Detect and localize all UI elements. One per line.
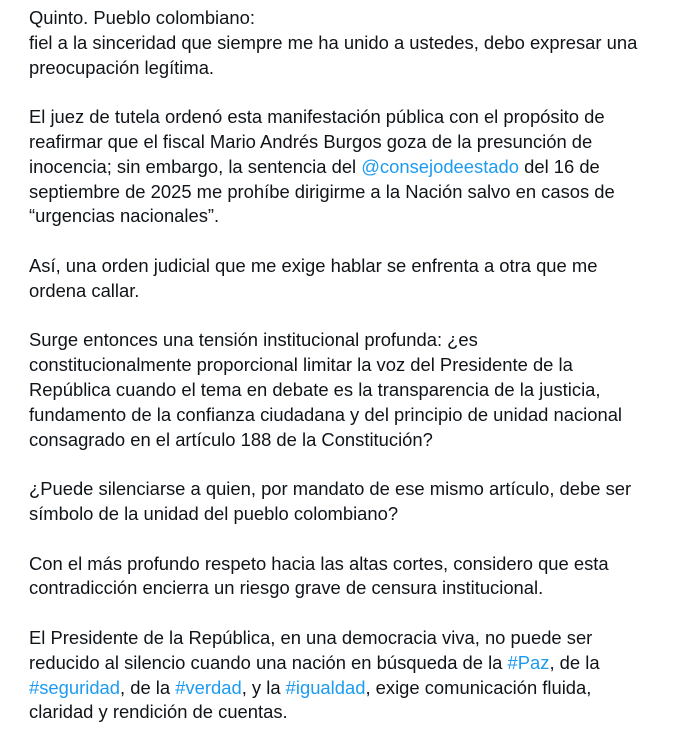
paragraph-opening <box>29 6 679 80</box>
text-segment: , de la <box>120 676 176 698</box>
paragraph-respeto <box>29 552 679 602</box>
text-line: símbolo de la unidad del pueblo colombiano? <box>29 502 399 524</box>
text-segment: inocencia; sin embargo, la sentencia del <box>29 155 362 177</box>
text-line: Surge entonces una tensión institucional profunda: ¿es <box>29 329 478 351</box>
text-segment: , y la <box>241 676 286 698</box>
text-line: El Presidente de la República, en una democracia viva, no puede ser <box>29 626 593 648</box>
hashtag-seguridad-link[interactable]: #seguridad <box>29 676 121 698</box>
text-line: El juez de tutela ordenó esta manifestación pública con el propósito de <box>29 106 605 128</box>
text-line: preocupación legítima. <box>29 56 215 78</box>
paragraph-closing <box>29 626 679 725</box>
text-segment: , exige comunicación fluida, <box>365 676 592 698</box>
text-line: constitucionalmente proporcional limitar la voz del Presidente de la <box>29 354 573 376</box>
paragraph-question <box>29 477 679 527</box>
text-line: septiembre de 2025 me prohíbe dirigirme a la Nación salvo en casos de <box>29 180 615 202</box>
hashtag-paz-link[interactable]: #Paz <box>507 651 550 673</box>
text-line <box>29 155 679 180</box>
text-line <box>29 676 679 701</box>
text-line: Quinto. Pueblo colombiano: <box>29 7 255 28</box>
text-line: reafirmar que el fiscal Mario Andrés Burgos goza de la presunción de <box>29 130 593 152</box>
text-line: Con el más profundo respeto hacia las altas cortes, considero que esta <box>29 552 609 574</box>
paragraph-orden <box>29 254 679 304</box>
text-segment: , de la <box>549 651 600 673</box>
mention-consejodeestado-link[interactable]: @consejodeestado <box>361 155 519 177</box>
text-line <box>29 651 679 676</box>
text-line: fundamento de la confianza ciudadana y del principio de unidad nacional <box>29 403 623 425</box>
text-line: fiel a la sinceridad que siempre me ha unido a ustedes, debo expresar una <box>29 31 638 53</box>
text-segment: reducido al silencio cuando una nación en búsqueda de la <box>29 651 508 673</box>
text-line: ¿Puede silenciarse a quien, por mandato de ese mismo artículo, debe ser <box>29 478 632 500</box>
text-line: claridad y rendición de cuentas. <box>29 701 288 723</box>
hashtag-verdad-link[interactable]: #verdad <box>175 676 242 698</box>
text-line: República cuando el tema en debate es la transparencia de la justicia, <box>29 378 601 400</box>
text-line: “urgencias nacionales”. <box>29 205 220 227</box>
post-text <box>29 6 679 725</box>
paragraph-tension <box>29 328 679 452</box>
text-line: consagrado en el artículo 188 de la Constitución? <box>29 428 433 450</box>
text-line: ordena callar. <box>29 279 140 301</box>
text-line: Así, una orden judicial que me exige hablar se enfrenta a otra que me <box>29 254 598 276</box>
text-line: contradicción encierra un riesgo grave de censura institucional. <box>29 577 544 599</box>
text-segment: del 16 de <box>519 155 600 177</box>
hashtag-igualdad-link[interactable]: #igualdad <box>285 676 366 698</box>
paragraph-tutela <box>29 105 679 229</box>
